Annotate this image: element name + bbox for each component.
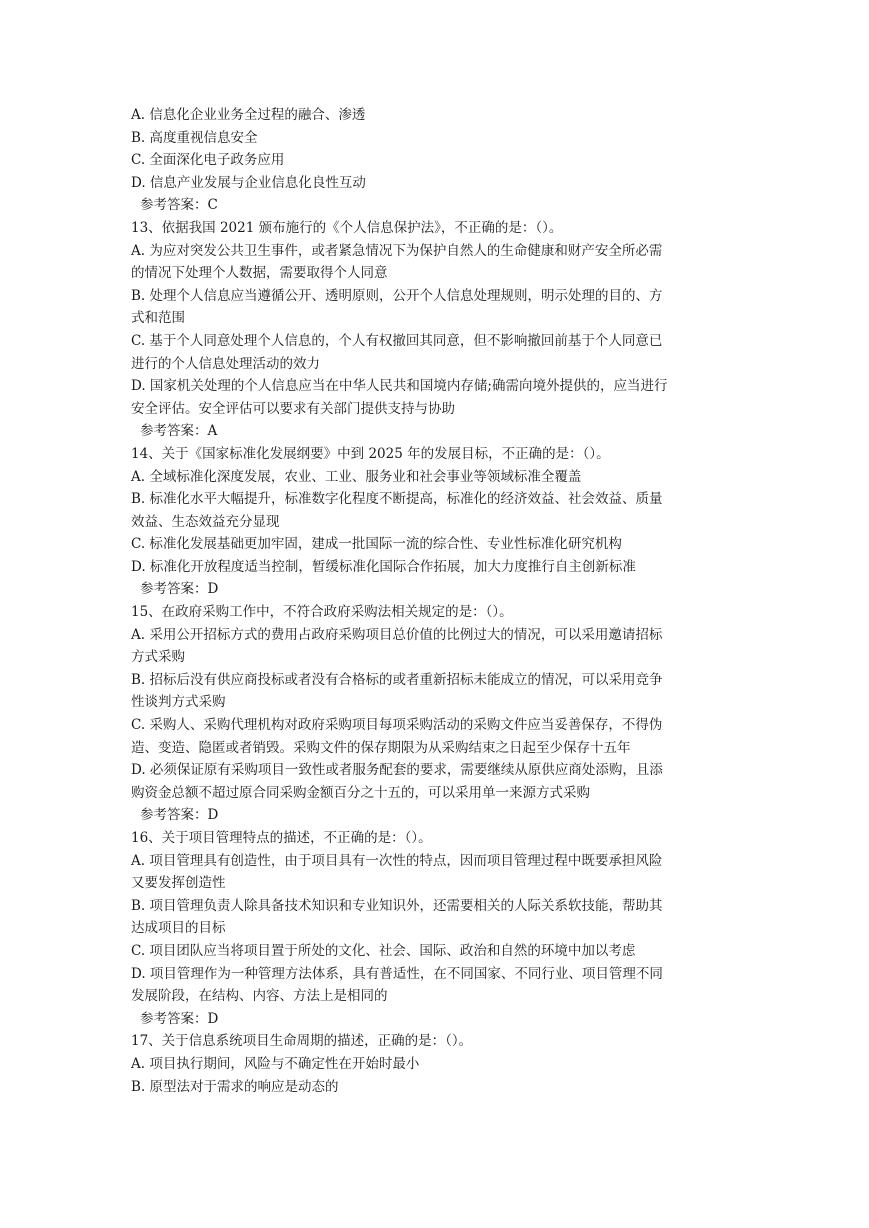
answer-line: 参考答案：A bbox=[140, 423, 218, 440]
question-line: 15、在政府采购工作中，不符合政府采购法相关规定的是：（）。 bbox=[131, 604, 513, 621]
option-line: 性谈判方式采购 bbox=[131, 694, 226, 711]
option-line: B. 高度重视信息安全 bbox=[131, 129, 258, 146]
option-line: 达成项目的目标 bbox=[131, 920, 226, 937]
option-line: 发展阶段，在结构、内容、方法上是相同的 bbox=[131, 988, 388, 1005]
option-line: C. 标准化发展基础更加牢固，建成一批国际一流的综合性、专业性标准化研究机构 bbox=[131, 536, 622, 553]
option-line: 又要发挥创造性 bbox=[131, 875, 226, 892]
option-line: D. 国家机关处理的个人信息应当在中华人民共和国境内存储;确需向境外提供的，应当进行 bbox=[131, 378, 668, 395]
option-line: A. 采用公开招标方式的费用占政府采购项目总价值的比例过大的情况，可以采用邀请招标 bbox=[131, 626, 663, 643]
option-line: 式和范围 bbox=[131, 310, 185, 327]
option-line: B. 标准化水平大幅提升，标准数字化程度不断提高，标准化的经济效益、社会效益、质量 bbox=[131, 491, 663, 508]
option-line: C. 项目团队应当将项目置于所处的文化、社会、国际、政治和自然的环境中加以考虑 bbox=[131, 942, 636, 959]
option-line: 购资金总额不超过原合同采购金额百分之十五的，可以采用单一来源方式采购 bbox=[131, 784, 590, 801]
option-line: B. 招标后没有供应商投标或者没有合格标的或者重新招标未能成立的情况，可以采用竞争 bbox=[131, 671, 663, 688]
answer-line: 参考答案：D bbox=[140, 581, 219, 598]
answer-line: 参考答案：D bbox=[140, 1010, 219, 1027]
option-line: B. 处理个人信息应当遵循公开、透明原则，公开个人信息处理规则，明示处理的目的、方 bbox=[131, 287, 663, 304]
option-line: 方式采购 bbox=[131, 649, 185, 666]
option-line: 的情况下处理个人数据，需要取得个人同意 bbox=[131, 265, 388, 282]
question-line: 16、关于项目管理特点的描述，不正确的是：（）。 bbox=[131, 830, 432, 846]
option-line: C. 全面深化电子政务应用 bbox=[131, 152, 285, 169]
option-line: A. 项目执行期间，风险与不确定性在开始时最小 bbox=[131, 1055, 420, 1072]
question-line: 13、依据我国 2021 颁布施行的《个人信息保护法》，不正确的是：（）。 bbox=[131, 219, 563, 236]
option-line: 安全评估。安全评估可以要求有关部门提供支持与协助 bbox=[131, 400, 455, 417]
option-line: 造、变造、隐匿或者销毁。采购文件的保存期限为从采购结束之日起至少保存十五年 bbox=[131, 739, 631, 756]
question-line: 17、关于信息系统项目生命周期的描述，正确的是：（）。 bbox=[131, 1033, 473, 1050]
option-line: 进行的个人信息处理活动的效力 bbox=[131, 355, 320, 372]
option-line: D. 项目管理作为一种管理方法体系，具有普适性，在不同国家、不同行业、项目管理不同 bbox=[131, 965, 663, 982]
option-line: B. 原型法对于需求的响应是动态的 bbox=[131, 1078, 339, 1095]
option-line: 效益、生态效益充分显现 bbox=[131, 513, 280, 530]
option-line: B. 项目管理负责人除具备技术知识和专业知识外，还需要相关的人际关系软技能，帮助其 bbox=[131, 897, 663, 914]
question-line: 14、关于《国家标准化发展纲要》中到 2025 年的发展目标，不正确的是：（）。 bbox=[131, 445, 610, 462]
option-line: A. 项目管理具有创造性，由于项目具有一次性的特点，因而项目管理过程中既要承担风险 bbox=[131, 852, 663, 869]
answer-line: 参考答案：D bbox=[140, 807, 219, 824]
option-line: A. 全域标准化深度发展，农业、工业、服务业和社会事业等领域标准全覆盖 bbox=[131, 468, 582, 485]
option-line: D. 必须保证原有采购项目一致性或者服务配套的要求，需要继续从原供应商处添购，且添 bbox=[131, 762, 663, 779]
option-line: C. 采购人、采购代理机构对政府采购项目每项采购活动的采购文件应当妥善保存，不得伪 bbox=[131, 717, 663, 734]
option-line: A. 信息化企业业务全过程的融合、渗透 bbox=[131, 107, 366, 123]
option-line: D. 标准化开放程度适当控制，暂缓标准化国际合作拓展，加大力度推行自主创新标准 bbox=[131, 558, 636, 575]
option-line: C. 基于个人同意处理个人信息的，个人有权撤回其同意，但不影响撤回前基于个人同意已 bbox=[131, 332, 663, 349]
answer-line: 参考答案：C bbox=[140, 197, 218, 214]
option-line: D. 信息产业发展与企业信息化良性互动 bbox=[131, 174, 366, 191]
option-line: A. 为应对突发公共卫生事件，或者紧急情况下为保护自然人的生命健康和财产安全所必需 bbox=[131, 242, 663, 259]
document-page bbox=[131, 104, 743, 1098]
